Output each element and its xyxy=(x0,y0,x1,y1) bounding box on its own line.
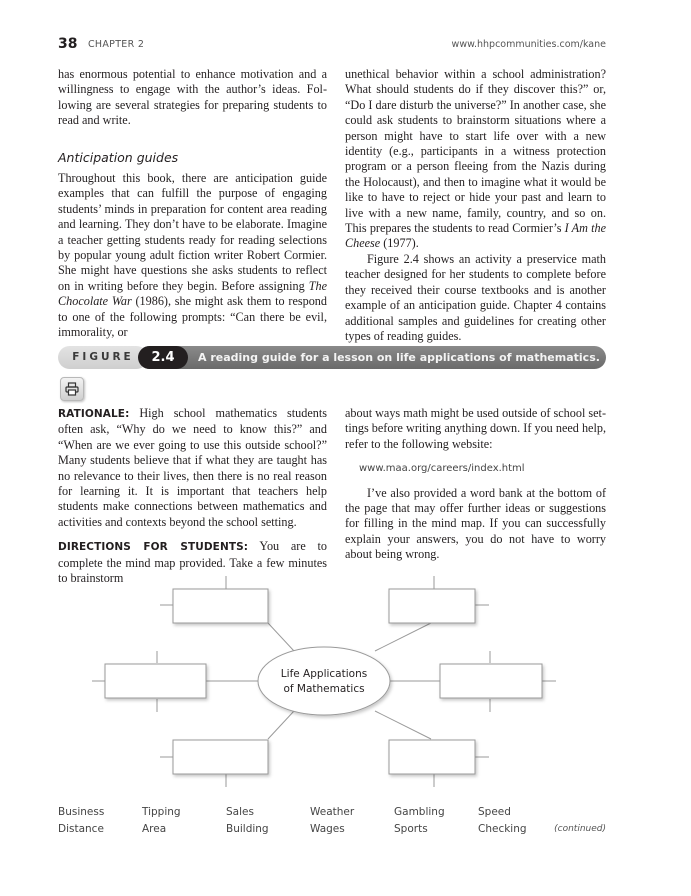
word-bank-item: Sports xyxy=(394,823,428,835)
figure-reference-paragraph: Figure 2.4 shows an activity a preservice math teacher designed for her students to complete before they received their course textbooks and is another example of an anticipation guide. Chapter 4 contains additional samples and guidelines for creating other types of reading guides. xyxy=(345,251,606,343)
right-column xyxy=(345,67,606,344)
word-bank-row xyxy=(58,806,606,823)
word-bank-paragraph: I’ve also provided a word bank at the bottom of the page that may offer further ideas or suggestions for filling in the mind map. If you can successfully explain your answers, you do not have to worry about being wrong. xyxy=(345,485,606,562)
book-title: I Am the Cheese xyxy=(345,221,606,251)
left-column xyxy=(58,67,327,341)
mind-map-box-bottom-left[interactable] xyxy=(173,740,268,774)
figure-number: 2.4 xyxy=(138,346,188,369)
text-run: unethical behavior within a school administration? What should students do if they discover this?” or, “Do I dare disturb the universe?” In another case, she could ask students to brainstorm situations where a person might have to start life over with a new identity (e.g., participants in a witness protection program or a person fleeing from the Nazis during the Holocaust), and then to imagine what it would be like to have to reject or hide your past and learn to live with a new name, family, country, and so on. This prepares the students to read Cormier’s xyxy=(345,67,606,236)
word-bank-item: Weather xyxy=(310,806,355,818)
continued-paragraph xyxy=(345,67,606,252)
word-bank-item: Business xyxy=(58,806,105,818)
word-bank-item: Distance xyxy=(58,823,104,835)
spoke-bottom-left xyxy=(268,711,294,739)
mind-map xyxy=(0,565,691,797)
subheading-anticipation-guides: Anticipation guides xyxy=(58,149,179,165)
text-run: You are to complete the mind map provided. Take a few minutes to brainstorm xyxy=(58,539,327,586)
word-bank xyxy=(58,806,606,840)
spoke-top-right xyxy=(375,623,431,651)
figure-label: FIGURE xyxy=(58,346,148,369)
maa-careers-link[interactable]: www.maa.org/careers/index.html xyxy=(359,463,525,475)
mind-map-box-top-left[interactable] xyxy=(173,589,268,623)
figure-left-column xyxy=(58,406,327,586)
word-bank-row xyxy=(58,823,606,840)
chapter-label: CHAPTER 2 xyxy=(88,39,145,50)
word-bank-item: Gambling xyxy=(394,806,445,818)
continued-note: (continued) xyxy=(554,824,606,834)
spoke-bottom-right xyxy=(375,711,431,739)
word-bank-item: Area xyxy=(142,823,167,835)
center-label-line2: of Mathematics xyxy=(283,683,365,695)
intro-paragraph: has enormous potential to enhance motivation and a willingness to engage with the author’s ideas. Following are several strategies for preparing students to read and write. xyxy=(58,67,327,128)
help-paragraph: about ways math might be used outside of school settings before writing anything down. If you need help, refer to the following website: xyxy=(345,406,606,451)
text-run: High school mathematics students often ask, “Why do we need to know this?” and “When are we ever going to use this outside school?” Many students believe that if what they are taught has no relevance to their lives, then there is no real reason for learning it. It is important that teachers help students make connections between mathematics and activities and contexts beyond the school setting. xyxy=(58,406,327,529)
mind-map-box-middle-right[interactable] xyxy=(440,664,542,698)
figure-caption: A reading guide for a lesson on life applications of mathematics. xyxy=(198,351,600,364)
figure-caption-bar xyxy=(58,346,606,369)
text-run: (1977). xyxy=(380,236,419,251)
rationale-label: RATIONALE: xyxy=(58,408,130,420)
mind-map-box-middle-left[interactable] xyxy=(105,664,206,698)
text-run: (1986), she might ask them to respond to one of the following prompts: “Can there be evil, immorality, or xyxy=(58,294,327,340)
printer-icon xyxy=(65,382,79,396)
print-button[interactable] xyxy=(60,377,84,401)
anticipation-paragraph xyxy=(58,171,327,340)
website-link[interactable]: www.hhpcommunities.com/kane xyxy=(451,39,606,50)
word-bank-item: Checking xyxy=(478,823,527,835)
mind-map-box-top-right[interactable] xyxy=(389,589,475,623)
spoke-top-left xyxy=(268,623,294,651)
mind-map-center-ellipse xyxy=(258,647,390,715)
rationale-paragraph xyxy=(58,406,327,530)
word-bank-item: Building xyxy=(226,823,269,835)
center-label-line1: Life Applications xyxy=(280,668,368,680)
mind-map-box-bottom-right[interactable] xyxy=(389,740,475,774)
running-head xyxy=(58,36,606,54)
directions-label: DIRECTIONS FOR STUDENTS: xyxy=(58,541,249,554)
page-number: 38 xyxy=(58,36,78,52)
text-run: Throughout this book, there are anticipation guide examples that can fulfill the purpose of engaging students’ minds in preparation for content area reading and learning. They don’t have to be elaborate. Imagine a teacher getting students ready for reading selections by popular young adult fiction writer Robert Cormier. She might have questions she asks students to reflect on in writing before they begin. Before assigning xyxy=(58,171,327,293)
word-bank-item: Wages xyxy=(310,823,345,835)
word-bank-item: Speed xyxy=(478,806,511,818)
figure-right-column xyxy=(345,406,606,563)
word-bank-item: Tipping xyxy=(142,806,181,818)
book-title: The Chocolate War xyxy=(58,278,327,309)
word-bank-item: Sales xyxy=(226,806,254,818)
